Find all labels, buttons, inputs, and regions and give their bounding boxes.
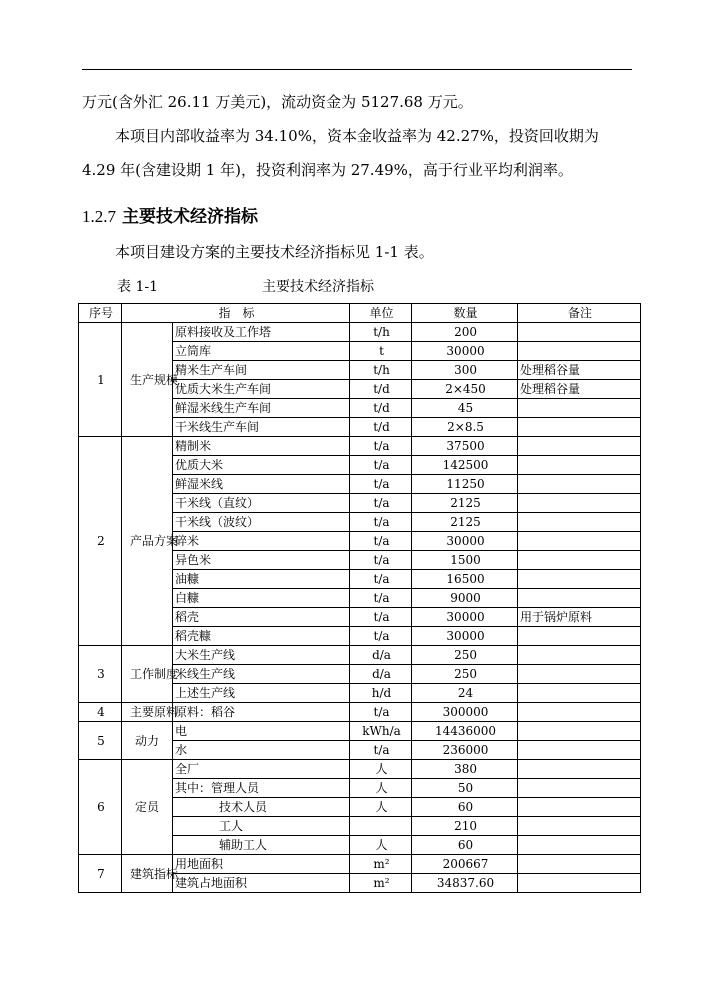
note-cell bbox=[518, 741, 641, 760]
note-cell bbox=[518, 779, 641, 798]
paragraph-returns: 本项目内部收益率为 34.10%，资本金收益率为 42.27%，投资回收期为 bbox=[115, 127, 599, 145]
note-cell bbox=[518, 456, 641, 475]
header-unit: 单位 bbox=[350, 304, 412, 323]
quantity-cell: 14436000 bbox=[412, 722, 518, 741]
unit-cell: t/a bbox=[350, 570, 412, 589]
unit-cell: 人 bbox=[350, 836, 412, 855]
unit-cell: d/a bbox=[350, 646, 412, 665]
quantity-cell: 1500 bbox=[412, 551, 518, 570]
group-category: 定员 bbox=[122, 760, 173, 855]
unit-cell: t/a bbox=[350, 437, 412, 456]
quantity-cell: 2125 bbox=[412, 494, 518, 513]
item-cell: 干米线（直纹） bbox=[173, 494, 350, 513]
paragraph-table-intro: 本项目建设方案的主要技术经济指标见 1-1 表。 bbox=[115, 243, 434, 261]
note-cell bbox=[518, 532, 641, 551]
quantity-cell: 24 bbox=[412, 684, 518, 703]
unit-cell: kWh/a bbox=[350, 722, 412, 741]
quantity-cell: 30000 bbox=[412, 608, 518, 627]
table-number: 表 1-1 bbox=[117, 279, 158, 295]
unit-cell: t/d bbox=[350, 399, 412, 418]
table-row bbox=[79, 703, 641, 722]
quantity-cell: 16500 bbox=[412, 570, 518, 589]
group-number: 5 bbox=[79, 722, 122, 760]
table-row bbox=[79, 323, 641, 342]
item-cell: 原料接收及工作塔 bbox=[173, 323, 350, 342]
note-cell bbox=[518, 855, 641, 874]
note-cell bbox=[518, 684, 641, 703]
unit-cell: t/a bbox=[350, 532, 412, 551]
group-category: 工作制度 bbox=[122, 646, 173, 703]
quantity-cell: 300000 bbox=[412, 703, 518, 722]
item-cell: 精米生产车间 bbox=[173, 361, 350, 380]
table-title: 主要技术经济指标 bbox=[262, 279, 374, 295]
note-cell bbox=[518, 418, 641, 437]
group-category: 生产规模 bbox=[122, 323, 173, 437]
quantity-cell: 200 bbox=[412, 323, 518, 342]
header-rule bbox=[82, 69, 632, 70]
item-cell: 上述生产线 bbox=[173, 684, 350, 703]
quantity-cell: 380 bbox=[412, 760, 518, 779]
unit-cell: t/a bbox=[350, 741, 412, 760]
quantity-cell: 50 bbox=[412, 779, 518, 798]
note-cell bbox=[518, 646, 641, 665]
note-cell bbox=[518, 589, 641, 608]
item-cell: 辅助工人 bbox=[173, 836, 350, 855]
item-cell: 干米线生产车间 bbox=[173, 418, 350, 437]
table-row bbox=[79, 437, 641, 456]
note-cell bbox=[518, 703, 641, 722]
note-cell bbox=[518, 513, 641, 532]
unit-cell: t/d bbox=[350, 380, 412, 399]
quantity-cell: 250 bbox=[412, 646, 518, 665]
section-heading bbox=[82, 206, 258, 228]
item-cell: 稻壳 bbox=[173, 608, 350, 627]
quantity-cell: 60 bbox=[412, 836, 518, 855]
note-cell bbox=[518, 551, 641, 570]
note-cell bbox=[518, 570, 641, 589]
unit-cell: t/a bbox=[350, 608, 412, 627]
group-number: 3 bbox=[79, 646, 122, 703]
section-number: 1.2.7 bbox=[82, 207, 116, 226]
unit-cell: t/a bbox=[350, 551, 412, 570]
group-category: 动力 bbox=[122, 722, 173, 760]
unit-cell: t/a bbox=[350, 627, 412, 646]
unit-cell: 人 bbox=[350, 798, 412, 817]
unit-cell: t bbox=[350, 342, 412, 361]
item-cell: 鲜湿米线 bbox=[173, 475, 350, 494]
header-no: 序号 bbox=[79, 304, 122, 323]
group-category: 主要原料 bbox=[122, 703, 173, 722]
header-note: 备注 bbox=[518, 304, 641, 323]
unit-cell: d/a bbox=[350, 665, 412, 684]
note-cell bbox=[518, 627, 641, 646]
note-cell bbox=[518, 342, 641, 361]
paragraph-returns-cont: 4.29 年(含建设期 1 年)，投资利润率为 27.49%，高于行业平均利润率。 bbox=[82, 161, 573, 179]
unit-cell: m² bbox=[350, 855, 412, 874]
quantity-cell: 9000 bbox=[412, 589, 518, 608]
section-title: 主要技术经济指标 bbox=[122, 207, 258, 227]
table-row bbox=[79, 646, 641, 665]
group-category: 建筑指标 bbox=[122, 855, 173, 893]
item-cell: 米线生产线 bbox=[173, 665, 350, 684]
quantity-cell: 37500 bbox=[412, 437, 518, 456]
group-number: 6 bbox=[79, 760, 122, 855]
note-cell bbox=[518, 836, 641, 855]
unit-cell: t/a bbox=[350, 589, 412, 608]
note-cell bbox=[518, 323, 641, 342]
unit-cell: t/a bbox=[350, 494, 412, 513]
note-cell: 用于锅炉原料 bbox=[518, 608, 641, 627]
item-cell: 碎米 bbox=[173, 532, 350, 551]
table-row bbox=[79, 722, 641, 741]
quantity-cell: 2×8.5 bbox=[412, 418, 518, 437]
item-cell: 鲜湿米线生产车间 bbox=[173, 399, 350, 418]
note-cell bbox=[518, 665, 641, 684]
unit-cell: 人 bbox=[350, 760, 412, 779]
note-cell bbox=[518, 798, 641, 817]
item-cell: 干米线（波纹） bbox=[173, 513, 350, 532]
item-cell: 建筑占地面积 bbox=[173, 874, 350, 893]
quantity-cell: 60 bbox=[412, 798, 518, 817]
group-number: 4 bbox=[79, 703, 122, 722]
quantity-cell: 236000 bbox=[412, 741, 518, 760]
item-cell: 立筒库 bbox=[173, 342, 350, 361]
note-cell: 处理稻谷量 bbox=[518, 380, 641, 399]
unit-cell: m² bbox=[350, 874, 412, 893]
table-row bbox=[79, 855, 641, 874]
item-cell: 异色米 bbox=[173, 551, 350, 570]
quantity-cell: 250 bbox=[412, 665, 518, 684]
quantity-cell: 2×450 bbox=[412, 380, 518, 399]
item-cell: 白糠 bbox=[173, 589, 350, 608]
quantity-cell: 45 bbox=[412, 399, 518, 418]
unit-cell: t/h bbox=[350, 361, 412, 380]
item-cell: 技术人员 bbox=[173, 798, 350, 817]
unit-cell: t/a bbox=[350, 703, 412, 722]
quantity-cell: 30000 bbox=[412, 627, 518, 646]
note-cell: 处理稻谷量 bbox=[518, 361, 641, 380]
item-cell: 大米生产线 bbox=[173, 646, 350, 665]
note-cell bbox=[518, 437, 641, 456]
quantity-cell: 11250 bbox=[412, 475, 518, 494]
quantity-cell: 210 bbox=[412, 817, 518, 836]
note-cell bbox=[518, 760, 641, 779]
note-cell bbox=[518, 722, 641, 741]
quantity-cell: 200667 bbox=[412, 855, 518, 874]
unit-cell: t/a bbox=[350, 475, 412, 494]
unit-cell: t/d bbox=[350, 418, 412, 437]
unit-cell: 人 bbox=[350, 779, 412, 798]
indicators-table bbox=[78, 303, 641, 893]
unit-cell: t/h bbox=[350, 323, 412, 342]
quantity-cell: 30000 bbox=[412, 532, 518, 551]
item-cell: 优质大米生产车间 bbox=[173, 380, 350, 399]
unit-cell: t/a bbox=[350, 513, 412, 532]
note-cell bbox=[518, 494, 641, 513]
group-category: 产品方案 bbox=[122, 437, 173, 646]
note-cell bbox=[518, 874, 641, 893]
item-cell: 油糠 bbox=[173, 570, 350, 589]
group-number: 2 bbox=[79, 437, 122, 646]
item-cell: 电 bbox=[173, 722, 350, 741]
quantity-cell: 34837.60 bbox=[412, 874, 518, 893]
item-cell: 稻壳糠 bbox=[173, 627, 350, 646]
note-cell bbox=[518, 399, 641, 418]
item-cell: 工人 bbox=[173, 817, 350, 836]
unit-cell: h/d bbox=[350, 684, 412, 703]
unit-cell bbox=[350, 817, 412, 836]
note-cell bbox=[518, 817, 641, 836]
item-cell: 优质大米 bbox=[173, 456, 350, 475]
item-cell: 水 bbox=[173, 741, 350, 760]
item-cell: 原料：稻谷 bbox=[173, 703, 350, 722]
header-quantity: 数量 bbox=[412, 304, 518, 323]
quantity-cell: 30000 bbox=[412, 342, 518, 361]
item-cell: 其中：管理人员 bbox=[173, 779, 350, 798]
quantity-cell: 142500 bbox=[412, 456, 518, 475]
header-indicator: 指 标 bbox=[122, 304, 350, 323]
group-number: 7 bbox=[79, 855, 122, 893]
quantity-cell: 2125 bbox=[412, 513, 518, 532]
item-cell: 精制米 bbox=[173, 437, 350, 456]
paragraph-investment: 万元(含外汇 26.11 万美元)，流动资金为 5127.68 万元。 bbox=[82, 93, 473, 111]
group-number: 1 bbox=[79, 323, 122, 437]
item-cell: 全厂 bbox=[173, 760, 350, 779]
unit-cell: t/a bbox=[350, 456, 412, 475]
quantity-cell: 300 bbox=[412, 361, 518, 380]
table-row bbox=[79, 760, 641, 779]
note-cell bbox=[518, 475, 641, 494]
table-header-row bbox=[79, 304, 641, 323]
item-cell: 用地面积 bbox=[173, 855, 350, 874]
